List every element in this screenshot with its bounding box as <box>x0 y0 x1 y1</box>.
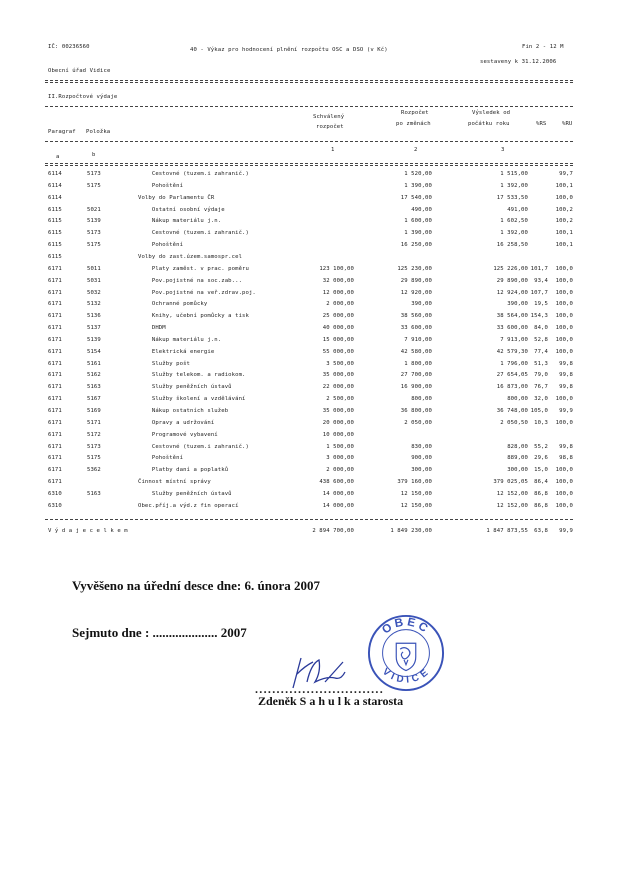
row-rozpocet: 17 540,00 <box>400 194 432 201</box>
total-ru: 99,9 <box>559 528 573 534</box>
row-ru: 100,0 <box>555 277 573 284</box>
stamp-top-text: OBEC <box>379 615 433 637</box>
row-polozka: 5136 <box>87 313 101 320</box>
row-schvaleny: 40 000,00 <box>322 325 354 332</box>
row-description: Služby telekom. a radiokom. <box>138 372 246 379</box>
divider <box>45 141 573 142</box>
row-paragraf: 6114 <box>48 194 62 201</box>
report-page: Fin 2 - 12 M <box>522 44 564 50</box>
table-row <box>0 301 620 312</box>
row-rozpocet: 1 800,00 <box>404 360 432 367</box>
row-description: Elektrická energie <box>138 348 215 355</box>
row-schvaleny: 15 000,00 <box>322 336 354 343</box>
row-polozka: 5173 <box>87 230 101 237</box>
removed-date: Sejmuto dne : .................... 2007 <box>72 625 247 640</box>
row-ru: 99,9 <box>559 408 573 414</box>
total-row <box>0 528 620 539</box>
table-row <box>0 361 620 372</box>
row-paragraf: 6115 <box>48 230 62 237</box>
row-ru: 99,8 <box>559 360 573 367</box>
row-description: Volby do Parlamentu ČR <box>138 194 215 201</box>
row-polozka: 5132 <box>87 301 101 308</box>
row-polozka: 5032 <box>87 289 101 296</box>
row-rozpocet: 7 910,00 <box>404 336 432 343</box>
row-vysledek: 7 913,00 <box>500 336 528 343</box>
row-rs: 19,5 <box>534 301 548 308</box>
row-vysledek: 300,00 <box>507 467 528 474</box>
table-row <box>0 278 620 289</box>
row-schvaleny: 20 000,00 <box>322 419 354 426</box>
svg-text:OBEC <box>380 615 433 636</box>
posted-date: Vyvěšeno na úřední desce dne: 6. února 2007 <box>72 578 320 593</box>
divider <box>45 163 573 164</box>
row-rozpocet: 490,00 <box>411 206 432 213</box>
row-description: Služby peněžních ústavů <box>138 384 232 391</box>
table-row <box>0 171 620 182</box>
row-vysledek: 16 873,00 <box>496 384 528 391</box>
table-row <box>0 207 620 218</box>
total-label: V ý d a j e c e l k e m <box>48 528 128 534</box>
table-row <box>0 384 620 395</box>
col-header-rs: %RS <box>536 121 547 127</box>
row-schvaleny: 22 000,00 <box>322 384 354 391</box>
col-header-schvaleny: Schválený <box>313 114 345 120</box>
col-index-2: 2 <box>414 147 418 153</box>
row-rozpocet: 12 150,00 <box>400 502 432 509</box>
col-index-a: a <box>56 154 60 160</box>
row-paragraf: 6171 <box>48 277 62 284</box>
row-schvaleny: 2 000,00 <box>326 301 354 308</box>
row-paragraf: 6171 <box>48 289 62 296</box>
col-header-rozpocet2: po změnách <box>396 121 431 127</box>
row-description: Pohoštění <box>138 242 184 249</box>
col-header-vysledek: Výsledek od <box>472 110 511 116</box>
row-ru: 100,1 <box>555 230 573 237</box>
row-rozpocet: 1 390,00 <box>404 182 432 189</box>
row-polozka: 5362 <box>87 467 101 474</box>
row-description: Ochranné pomůcky <box>138 301 208 308</box>
row-paragraf: 6171 <box>48 313 62 320</box>
row-rozpocet: 29 890,00 <box>400 277 432 284</box>
divider <box>45 82 573 83</box>
row-rozpocet: 1 520,00 <box>404 171 432 177</box>
row-rs: 32,0 <box>534 396 548 403</box>
row-description: Cestovné (tuzem.i zahranič.) <box>138 171 249 177</box>
row-polozka: 5161 <box>87 360 101 367</box>
row-rozpocet: 16 900,00 <box>400 384 432 391</box>
table-row <box>0 408 620 419</box>
row-description: Platby daní a poplatků <box>138 467 229 474</box>
row-rs: 105,0 <box>530 408 548 414</box>
row-rs: 15,0 <box>534 467 548 474</box>
row-rs: 29,6 <box>534 455 548 462</box>
row-rs: 107,7 <box>530 289 548 296</box>
row-polozka: 5137 <box>87 325 101 332</box>
row-rozpocet: 800,00 <box>411 396 432 403</box>
row-ru: 100,0 <box>555 301 573 308</box>
row-rozpocet: 42 580,00 <box>400 348 432 355</box>
col-header-paragraf: Paragraf <box>48 129 76 135</box>
row-description: Pov.pojistné na soc.zab... <box>138 277 243 284</box>
row-polozka: 5163 <box>87 384 101 391</box>
col-header-rozpocet: Rozpočet <box>401 110 429 116</box>
table-row <box>0 313 620 324</box>
row-description: Cestovné (tuzem.i zahranič.) <box>138 443 249 450</box>
row-paragraf: 6310 <box>48 490 62 497</box>
row-schvaleny: 35 000,00 <box>322 372 354 379</box>
table-row <box>0 195 620 206</box>
stamp-bottom-text: VIDICE <box>380 666 432 686</box>
row-vysledek: 16 258,50 <box>496 242 528 249</box>
row-vysledek: 27 654,05 <box>496 372 528 379</box>
row-paragraf: 6115 <box>48 253 62 260</box>
row-vysledek: 390,00 <box>507 301 528 308</box>
row-rozpocet: 12 920,00 <box>400 289 432 296</box>
row-vysledek: 38 564,00 <box>496 313 528 320</box>
row-rozpocet: 900,00 <box>411 455 432 462</box>
section-title: II.Rozpočtové výdaje <box>48 94 118 100</box>
row-vysledek: 12 152,00 <box>496 490 528 497</box>
row-rs: 52,8 <box>534 336 548 343</box>
row-schvaleny: 14 000,00 <box>322 502 354 509</box>
row-description: Obec.příj.a výd.z fin operací <box>138 502 239 509</box>
row-paragraf: 6171 <box>48 419 62 426</box>
row-ru: 100,0 <box>555 348 573 355</box>
row-description: Pohoštění <box>138 182 184 189</box>
row-schvaleny: 3 000,00 <box>326 455 354 462</box>
row-paragraf: 6171 <box>48 443 62 450</box>
row-vysledek: 1 515,00 <box>500 171 528 177</box>
row-schvaleny: 32 000,00 <box>322 277 354 284</box>
row-rozpocet: 12 150,00 <box>400 490 432 497</box>
row-polozka: 5154 <box>87 348 101 355</box>
row-description: Nákup materiálu j.n. <box>138 336 222 343</box>
row-polozka: 5175 <box>87 455 101 462</box>
row-paragraf: 6171 <box>48 360 62 367</box>
row-description: Volby do zast.územ.samospr.cel <box>138 253 243 260</box>
col-header-ru: %RU <box>562 121 573 127</box>
table-row <box>0 503 620 514</box>
table-row <box>0 254 620 265</box>
row-polozka: 5167 <box>87 396 101 403</box>
row-polozka: 5171 <box>87 419 101 426</box>
row-paragraf: 6171 <box>48 301 62 308</box>
row-schvaleny: 12 000,00 <box>322 289 354 296</box>
row-rs: 51,3 <box>534 360 548 367</box>
row-vysledek: 379 025,05 <box>493 479 528 486</box>
row-paragraf: 6171 <box>48 265 62 272</box>
row-vysledek: 1 602,50 <box>500 218 528 225</box>
row-ru: 100,0 <box>555 419 573 426</box>
row-ru: 100,0 <box>555 467 573 474</box>
total-rs: 63,8 <box>534 528 548 534</box>
row-rs: 154,3 <box>530 313 548 320</box>
row-ru: 100,0 <box>555 313 573 320</box>
row-description: Ostatní osobní výdaje <box>138 206 225 213</box>
row-ru: 100,0 <box>555 265 573 272</box>
col-header-schvaleny2: rozpočet <box>316 124 344 130</box>
row-paragraf: 6115 <box>48 206 62 213</box>
row-vysledek: 491,00 <box>507 206 528 213</box>
row-description: Služby školení a vzdělávání <box>138 396 246 403</box>
ic-number: IČ: 00236560 <box>48 44 90 50</box>
row-schvaleny: 2 000,00 <box>326 467 354 474</box>
row-rozpocet: 1 600,00 <box>404 218 432 225</box>
row-polozka: 5031 <box>87 277 101 284</box>
row-description: Pohoštění <box>138 455 184 462</box>
row-vysledek: 1 392,00 <box>500 230 528 237</box>
row-vysledek: 828,00 <box>507 443 528 450</box>
row-paragraf: 6171 <box>48 336 62 343</box>
row-vysledek: 42 579,30 <box>496 348 528 355</box>
row-paragraf: 6171 <box>48 372 62 379</box>
row-ru: 100,0 <box>555 490 573 497</box>
table-row <box>0 455 620 466</box>
table-row <box>0 444 620 455</box>
row-vysledek: 1 392,00 <box>500 182 528 189</box>
total-rozpocet: 1 849 230,00 <box>390 528 432 534</box>
row-paragraf: 6114 <box>48 171 62 177</box>
row-ru: 100,1 <box>555 182 573 189</box>
row-rs: 84,0 <box>534 325 548 332</box>
row-paragraf: 6171 <box>48 408 62 414</box>
row-polozka: 5175 <box>87 242 101 249</box>
table-row <box>0 491 620 502</box>
col-index-3: 3 <box>501 147 505 153</box>
table-row <box>0 183 620 194</box>
row-schvaleny: 25 000,00 <box>322 313 354 320</box>
row-polozka: 5139 <box>87 218 101 225</box>
table-row <box>0 242 620 253</box>
row-vysledek: 12 152,00 <box>496 502 528 509</box>
row-ru: 100,0 <box>555 194 573 201</box>
row-rozpocet: 1 390,00 <box>404 230 432 237</box>
row-vysledek: 1 796,00 <box>500 360 528 367</box>
compiled-date: sestaveny k 31.12.2006 <box>480 59 557 65</box>
row-rs: 86,4 <box>534 479 548 486</box>
row-description: Knihy, učební pomůcky a tisk <box>138 313 249 320</box>
row-polozka: 5139 <box>87 336 101 343</box>
divider <box>45 106 573 107</box>
row-paragraf: 6171 <box>48 396 62 403</box>
row-paragraf: 6171 <box>48 479 62 486</box>
row-rs: 86,8 <box>534 502 548 509</box>
signature-line: .............................. <box>255 682 384 696</box>
row-ru: 100,0 <box>555 336 573 343</box>
row-rozpocet: 2 050,00 <box>404 419 432 426</box>
row-polozka: 5011 <box>87 265 101 272</box>
row-vysledek: 12 924,00 <box>496 289 528 296</box>
table-row <box>0 372 620 383</box>
row-vysledek: 17 533,50 <box>496 194 528 201</box>
table-row <box>0 396 620 407</box>
row-polozka: 5173 <box>87 443 101 450</box>
row-rozpocet: 830,00 <box>411 443 432 450</box>
row-description: Programové vybavení <box>138 431 218 438</box>
row-schvaleny: 10 000,00 <box>322 431 354 438</box>
row-schvaleny: 14 000,00 <box>322 490 354 497</box>
row-rs: 86,8 <box>534 490 548 497</box>
row-rozpocet: 390,00 <box>411 301 432 308</box>
row-ru: 100,0 <box>555 396 573 403</box>
row-ru: 99,8 <box>559 372 573 379</box>
row-rozpocet: 379 160,00 <box>397 479 432 486</box>
row-description: Nákup ostatních služeb <box>138 408 229 414</box>
table-row <box>0 230 620 241</box>
row-rozpocet: 38 560,00 <box>400 313 432 320</box>
row-rozpocet: 27 700,00 <box>400 372 432 379</box>
divider <box>45 165 573 166</box>
total-vysledek: 1 847 873,55 <box>486 528 528 534</box>
coat-of-arms-icon <box>396 643 416 670</box>
row-schvaleny: 2 500,00 <box>326 396 354 403</box>
table-row <box>0 337 620 348</box>
row-description: Pov.pojistné na veř.zdrav.poj. <box>138 289 256 296</box>
row-paragraf: 6171 <box>48 455 62 462</box>
row-description: Služby peněžních ústavů <box>138 490 232 497</box>
row-ru: 100,2 <box>555 218 573 225</box>
row-ru: 100,0 <box>555 325 573 332</box>
row-paragraf: 6115 <box>48 242 62 249</box>
row-description: Činnost místní správy <box>138 479 211 486</box>
row-paragraf: 6171 <box>48 467 62 474</box>
row-vysledek: 125 226,00 <box>493 265 528 272</box>
office-name: Obecní úřad Vidice <box>48 68 111 74</box>
row-schvaleny: 438 600,00 <box>319 479 354 486</box>
row-ru: 100,1 <box>555 242 573 249</box>
row-description: DHDM <box>138 325 166 332</box>
row-ru: 99,8 <box>559 443 573 450</box>
row-schvaleny: 123 100,00 <box>319 265 354 272</box>
signatory-name: Zdeněk S a h u l k a starosta <box>258 694 404 708</box>
divider <box>45 519 573 520</box>
row-rozpocet: 36 800,00 <box>400 408 432 414</box>
row-ru: 98,8 <box>559 455 573 462</box>
divider <box>45 80 573 81</box>
row-description: Nákup materiálu j.n. <box>138 218 222 225</box>
row-schvaleny: 55 000,00 <box>322 348 354 355</box>
col-header-vysledek2: počátku roku <box>468 121 510 127</box>
row-description: Platy zaměst. v prac. poměru <box>138 265 249 272</box>
svg-text:VIDICE <box>380 666 432 685</box>
row-ru: 100,2 <box>555 206 573 213</box>
row-description: Opravy a udržování <box>138 419 215 426</box>
row-ru: 100,0 <box>555 502 573 509</box>
row-schvaleny: 1 500,00 <box>326 443 354 450</box>
row-rs: 10,3 <box>534 419 548 426</box>
row-description: Cestovné (tuzem.i zahranič.) <box>138 230 249 237</box>
row-paragraf: 6171 <box>48 431 62 438</box>
table-row <box>0 432 620 443</box>
row-paragraf: 6171 <box>48 348 62 355</box>
row-polozka: 5162 <box>87 372 101 379</box>
row-ru: 99,8 <box>559 384 573 391</box>
report-title: 40 - Výkaz pro hodnocení plnění rozpočtu OSC a DSO (v Kč) <box>190 47 388 53</box>
row-vysledek: 800,00 <box>507 396 528 403</box>
row-rs: 77,4 <box>534 348 548 355</box>
table-row <box>0 266 620 277</box>
row-rs: 76,7 <box>534 384 548 391</box>
row-rozpocet: 33 600,00 <box>400 325 432 332</box>
row-rs: 93,4 <box>534 277 548 284</box>
row-paragraf: 6310 <box>48 502 62 509</box>
row-polozka: 5175 <box>87 182 101 189</box>
row-paragraf: 6114 <box>48 182 62 189</box>
table-row <box>0 290 620 301</box>
row-ru: 100,0 <box>555 479 573 486</box>
row-polozka: 5172 <box>87 431 101 438</box>
row-polozka: 5163 <box>87 490 101 497</box>
table-row <box>0 420 620 431</box>
col-index-1: 1 <box>331 147 335 153</box>
row-rs: 55,2 <box>534 443 548 450</box>
row-polozka: 5169 <box>87 408 101 414</box>
row-vysledek: 36 748,00 <box>496 408 528 414</box>
row-ru: 100,0 <box>555 289 573 296</box>
row-rozpocet: 125 230,00 <box>397 265 432 272</box>
row-ru: 99,7 <box>559 171 573 177</box>
table-row <box>0 349 620 360</box>
row-vysledek: 889,00 <box>507 455 528 462</box>
row-paragraf: 6115 <box>48 218 62 225</box>
table-row <box>0 325 620 336</box>
row-vysledek: 2 050,50 <box>500 419 528 426</box>
row-polozka: 5173 <box>87 171 101 177</box>
obec-vidice-stamp <box>367 614 445 692</box>
row-schvaleny: 35 000,00 <box>322 408 354 414</box>
row-vysledek: 29 890,00 <box>496 277 528 284</box>
table-row <box>0 479 620 490</box>
row-rozpocet: 16 250,00 <box>400 242 432 249</box>
row-rozpocet: 300,00 <box>411 467 432 474</box>
col-index-b: b <box>92 152 96 158</box>
table-row <box>0 218 620 229</box>
table-row <box>0 467 620 478</box>
row-description: Služby pošt <box>138 360 191 367</box>
row-vysledek: 33 600,00 <box>496 325 528 332</box>
row-schvaleny: 3 500,00 <box>326 360 354 367</box>
row-paragraf: 6171 <box>48 384 62 391</box>
col-header-polozka: Položka <box>86 129 111 135</box>
row-rs: 101,7 <box>530 265 548 272</box>
row-paragraf: 6171 <box>48 325 62 332</box>
row-rs: 79,0 <box>534 372 548 379</box>
row-polozka: 5021 <box>87 206 101 213</box>
total-schvaleny: 2 894 700,00 <box>312 528 354 534</box>
